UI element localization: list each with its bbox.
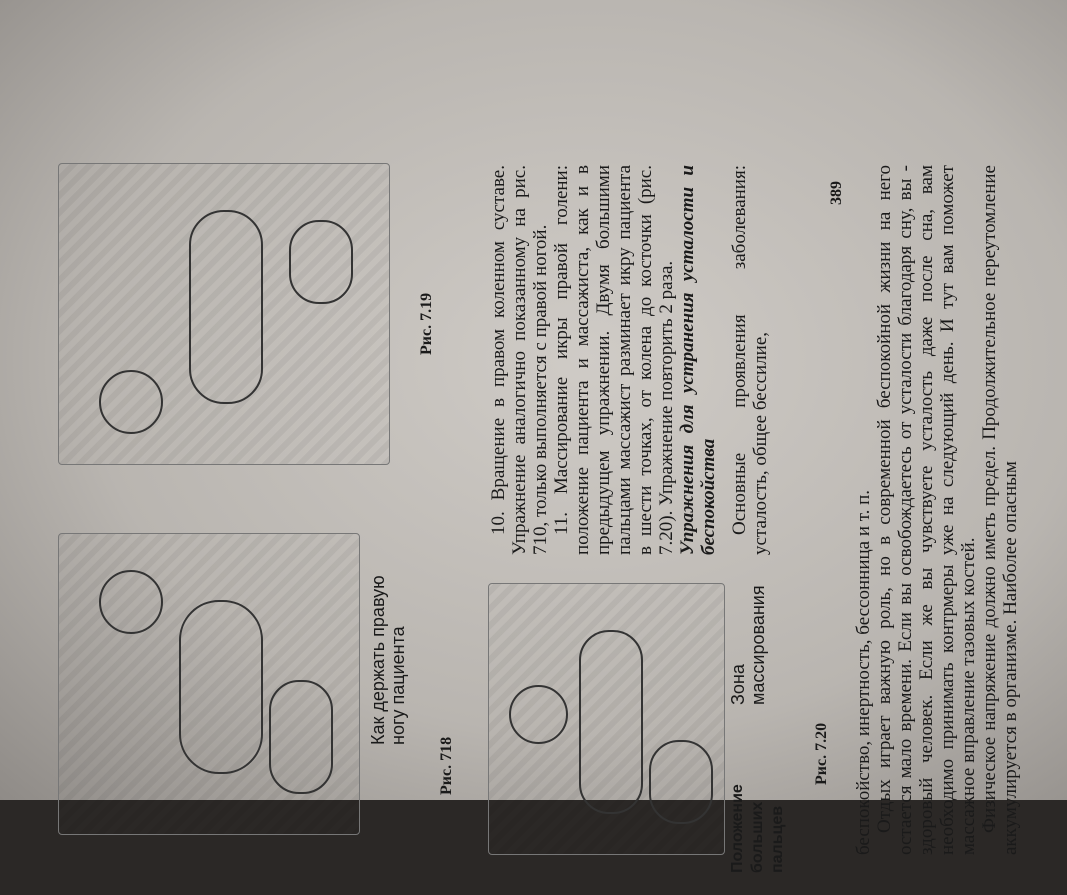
figure-718-note: Как держать правую ногу пациента xyxy=(368,575,408,745)
section-heading: Упражнения для устранения усталости и беспокойства xyxy=(677,165,719,555)
paragraph-symptoms-start: Основные проявления заболевания: усталость, общее бессилие, xyxy=(729,165,771,555)
paragraph-physical-strain: Физическое напряжение должно иметь предел. Продолжительное переутомление аккумулируется в организме. Наиболее опасным xyxy=(979,165,1021,855)
figure-720-caption: Рис. 7.20 xyxy=(813,722,830,785)
paragraph-rest: Отдых играет важную роль, но в современной беспокойной жизни на него остается мало времени. Если вы освобождаетесь от усталости благодаря сну, вы - здоровый человек. Если же вы чувствуете усталость даже после сна, вам необходимо принимать контрмеры уже на следующий день. И тут вам поможет массажное вправление тазовых костей. xyxy=(874,165,979,855)
figure-719-caption: Рис. 7.19 xyxy=(418,292,435,355)
page-number: 389 xyxy=(828,181,845,205)
figure-720-note-right: Зона массирования xyxy=(728,585,768,705)
figure-720-note-left: Положение больших пальцев xyxy=(729,784,786,873)
paragraph-knee-rotation: 10. Вращение в правом коленном суставе. Упражнение аналогично показанному на рис. 710, только выполняется с правой ногой. xyxy=(488,165,551,555)
figure-719-illustration xyxy=(58,163,390,465)
book-page xyxy=(38,135,1028,895)
figure-720-illustration xyxy=(488,583,725,855)
figure-718-illustration xyxy=(58,533,360,835)
paragraph-symptoms-cont: беспокойство, инертность, бессонница и т. п. xyxy=(853,489,874,855)
right-column-text xyxy=(488,165,771,555)
figure-718-caption: Рис. 718 xyxy=(438,736,455,795)
bottom-text xyxy=(853,165,1021,855)
paragraph-calf-massage: 11. Массирование икры правой голени: положение пациента и массажиста, как и в предыдущем упражнении. Двумя большими пальцами массажист разминает икру пациента в шести точках, от колена до косточки (рис. 7.20). Упражнение повторить 2 раза. xyxy=(551,165,677,555)
